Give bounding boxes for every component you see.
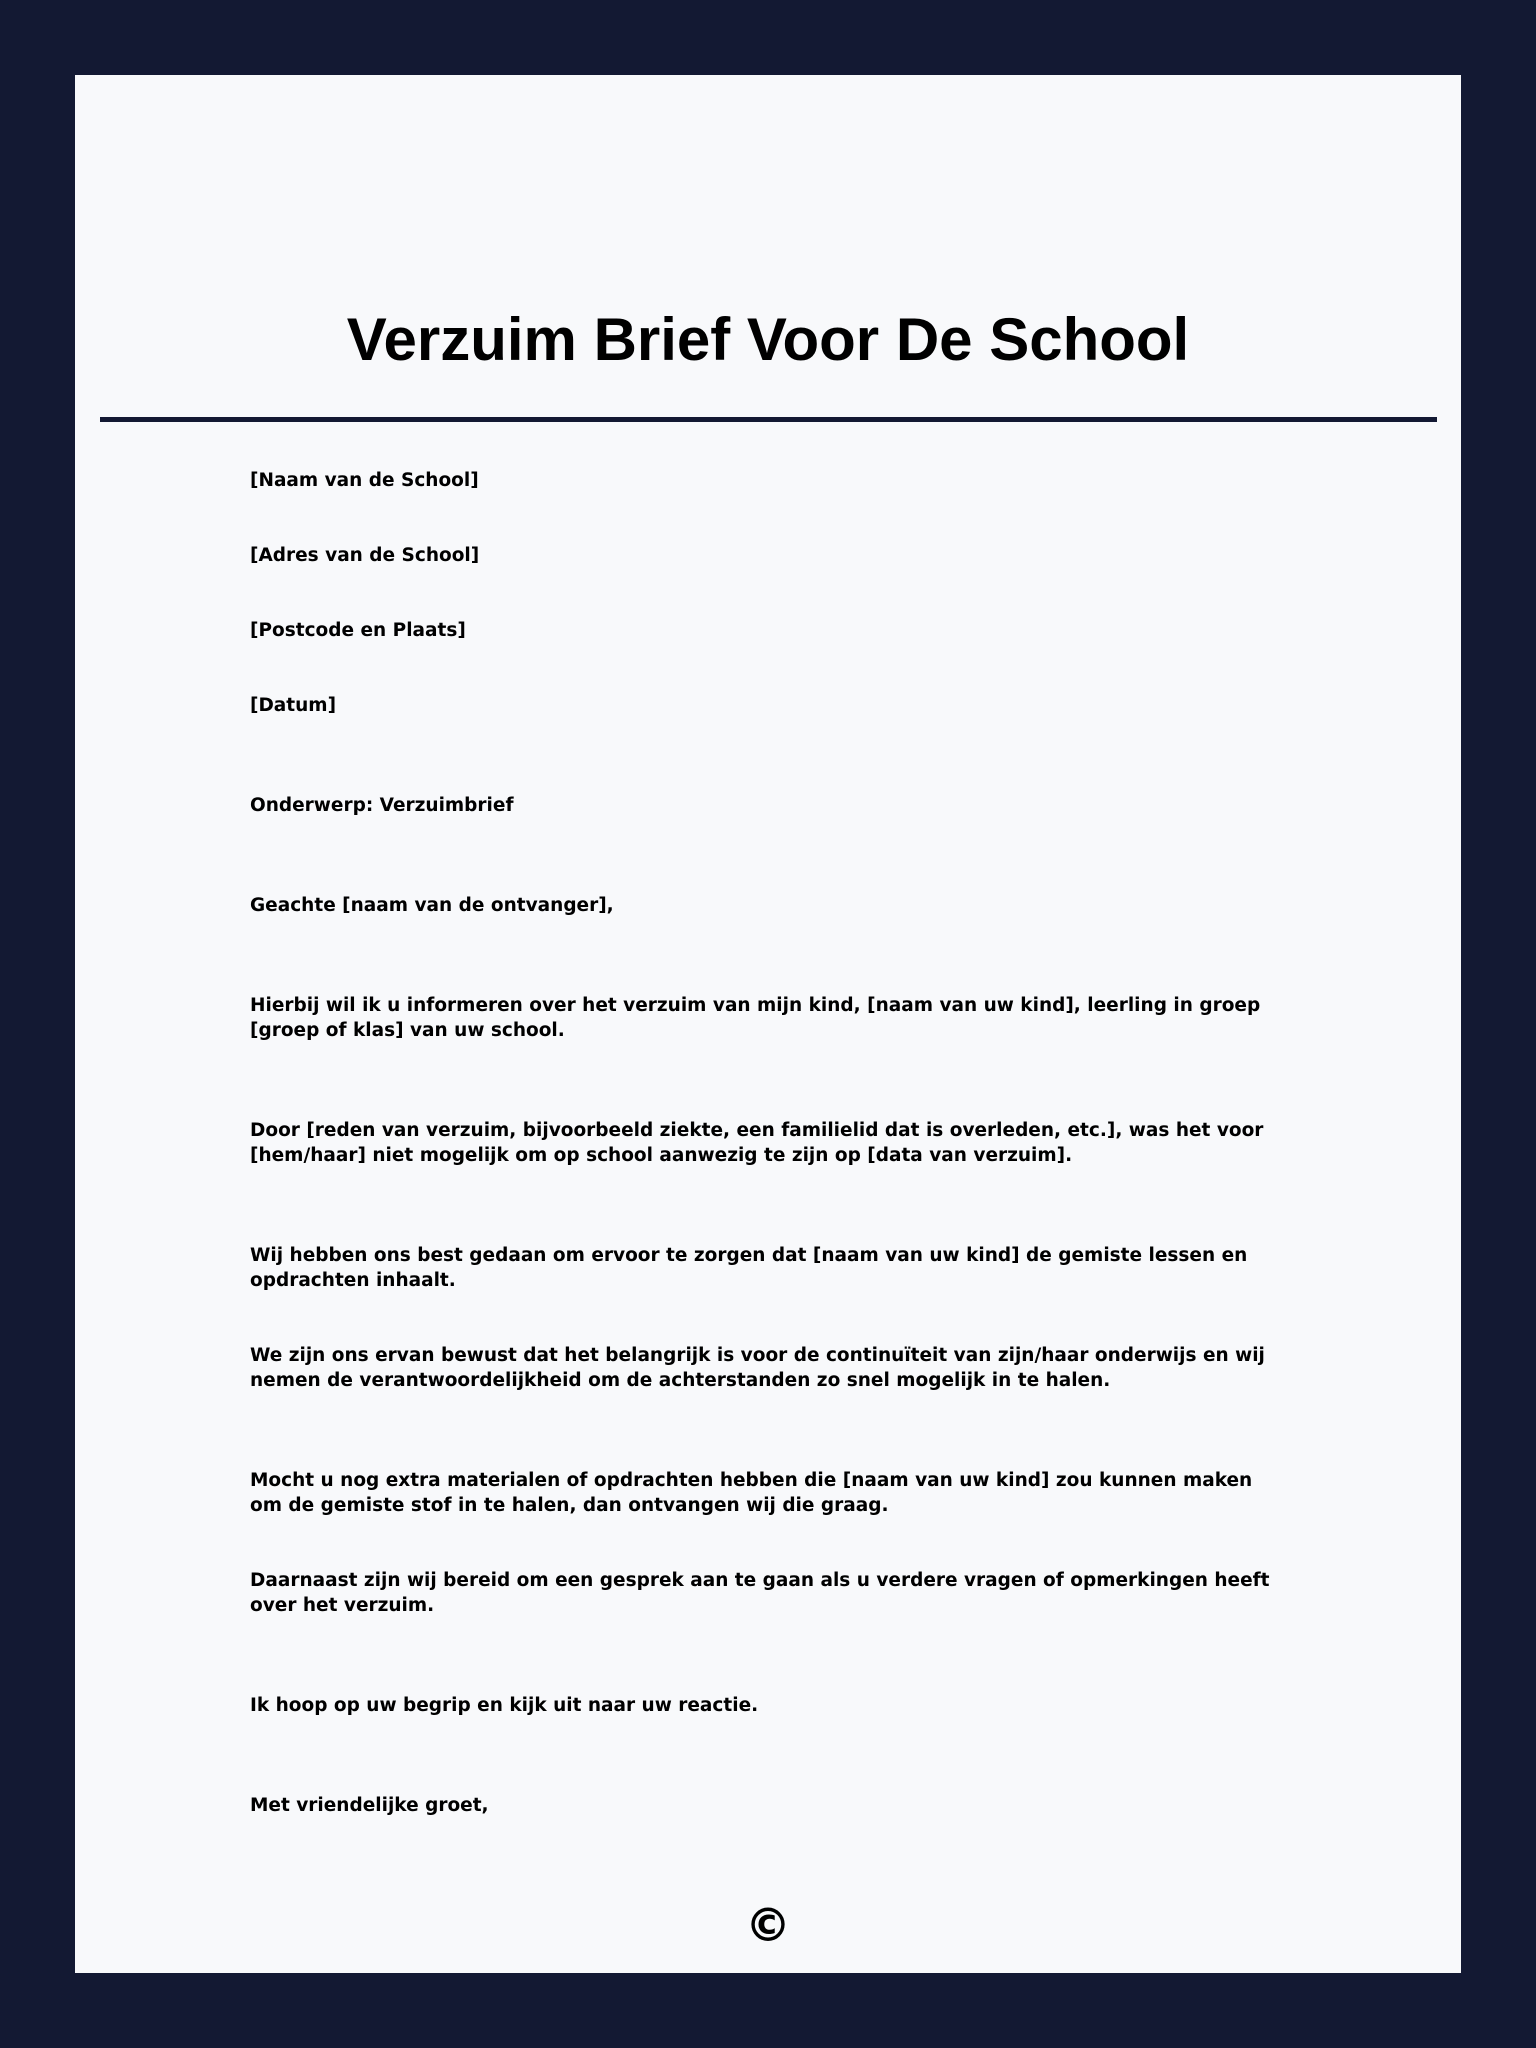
school-name-placeholder: [Naam van de School]: [250, 470, 479, 491]
document-page: [75, 75, 1461, 1973]
paragraph: Hierbij wil ik u informeren over het verzuim van mijn kind, [naam van uw kind], leerling in groep [groep of klas] van uw school.: [250, 995, 1261, 1041]
paragraph: Daarnaast zijn wij bereid om een gesprek aan te gaan als u verdere vragen of opmerkingen heeft over het verzuim.: [250, 1570, 1270, 1616]
document-title: Verzuim Brief Voor De School: [346, 306, 1190, 373]
subject-line: Onderwerp: Verzuimbrief: [250, 795, 514, 816]
salutation: Geachte [naam van de ontvanger],: [250, 895, 614, 916]
title-divider: [100, 417, 1437, 422]
paragraph: We zijn ons ervan bewust dat het belangrijk is voor de continuïteit van zijn/haar onderwijs en wij nemen de verantwoordelijkheid om de achterstanden zo snel mogelijk in te halen.: [250, 1345, 1265, 1391]
paragraph: Mocht u nog extra materialen of opdrachten hebben die [naam van uw kind] zou kunnen maken om de gemiste stof in te halen, dan ontvangen wij die graag.: [250, 1470, 1253, 1516]
date-placeholder: [Datum]: [250, 695, 337, 716]
paragraph: Ik hoop op uw begrip en kijk uit naar uw reactie.: [250, 1695, 759, 1716]
postal-city-placeholder: [Postcode en Plaats]: [250, 620, 466, 641]
copyright-icon: ©: [745, 1898, 791, 1952]
paragraph: Wij hebben ons best gedaan om ervoor te zorgen dat [naam van uw kind] de gemiste lessen en opdrachten inhaalt.: [250, 1245, 1248, 1291]
paragraph: Door [reden van verzuim, bijvoorbeeld ziekte, een familielid dat is overleden, etc.], was het voor [hem/haar] niet mogelijk om op school aanwezig te zijn op [data van verzuim].: [250, 1120, 1264, 1166]
closing: Met vriendelijke groet,: [250, 1795, 489, 1816]
school-address-placeholder: [Adres van de School]: [250, 545, 480, 566]
